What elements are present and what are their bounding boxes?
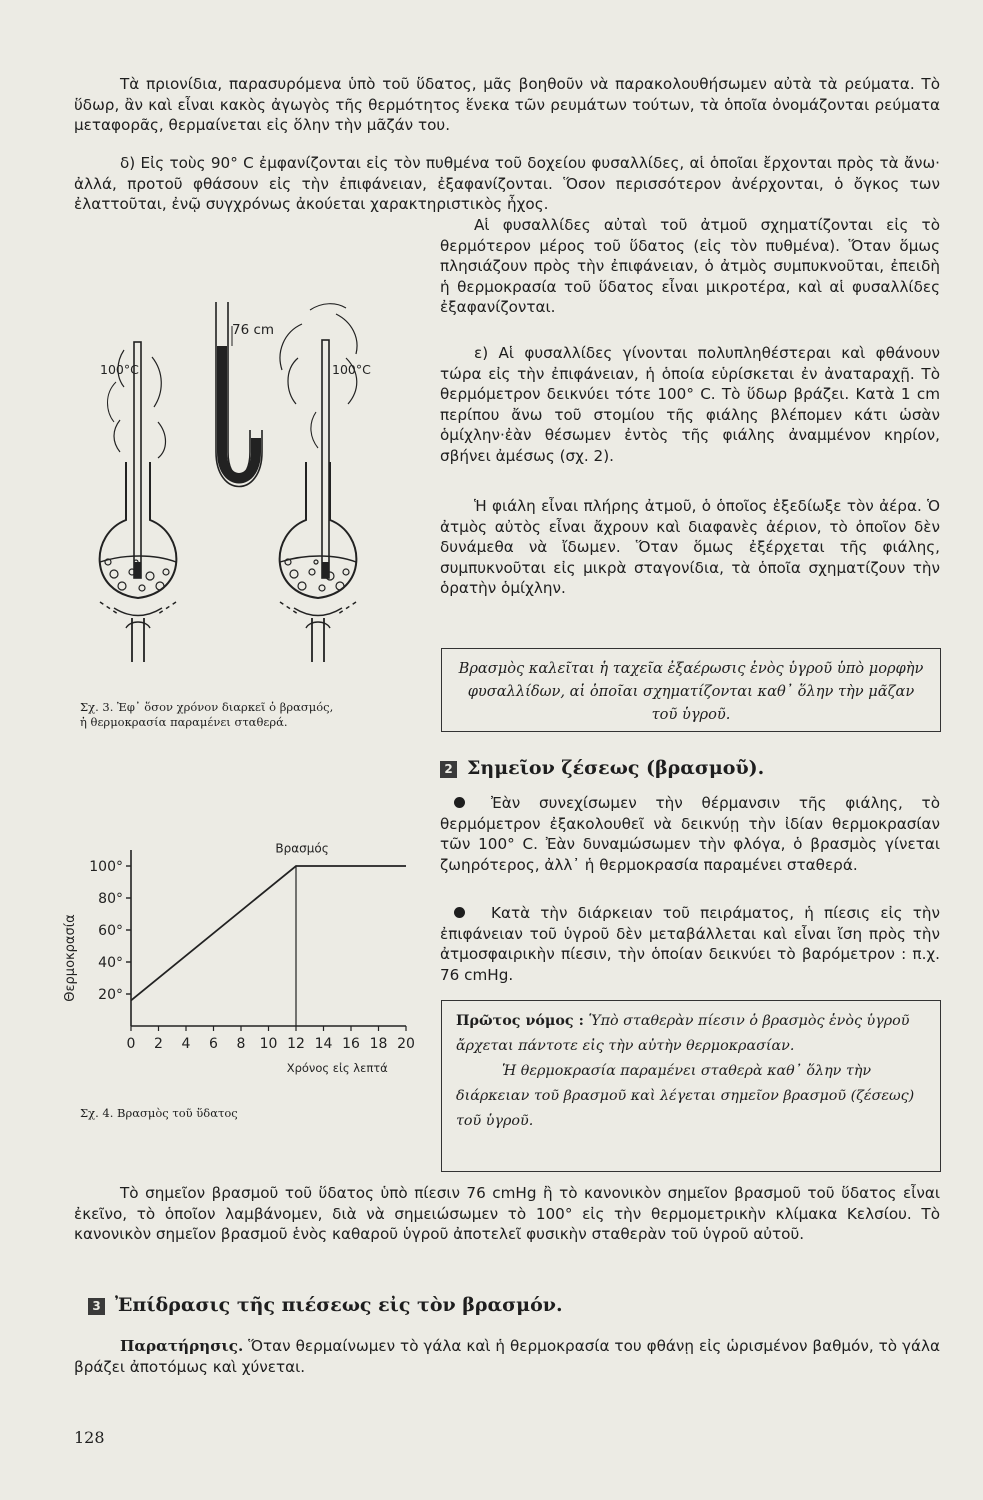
section-number-badge: 3 [88, 1298, 105, 1315]
figure-3-caption-line-1: Σχ. 3. Ἐφ᾽ ὅσον χρόνον διαρκεῖ ὁ βρασμός, [80, 700, 334, 714]
chart-axes [131, 850, 406, 1026]
chart-series [131, 866, 406, 1026]
section-heading-boiling-point [440, 757, 764, 779]
chart-series-line [131, 866, 406, 1000]
chart-y-axis-label: Θερμοκρασία [63, 914, 78, 1002]
label-100c-right: 100°C [332, 362, 371, 377]
definition-text: Βρασμὸς καλεῖται ἡ ταχεῖα ἐξαέρωσις ἑνὸς ὑγροῦ ὑπὸ μορφὴν φυσαλλίδων, αἱ ὁποῖαι σχηματίζονται καθ᾽ ὅλην τὴν μᾶζαν τοῦ ὑγροῦ. [458, 660, 924, 723]
chart-x-tick-label: 2 [154, 1036, 163, 1052]
observation-label: Παρατήρησις. [120, 1337, 244, 1355]
paragraph-epsilon: ε) Αἱ φυσαλλίδες γίνονται πολυπληθέστεραι καὶ φθάνουν τώρα εἰς τὴν ἐπιφάνειαν, ἡ ὁποία εὑρίσκεται ἐν ἀναταραχῇ. Τὸ θερμόμετρον δεικνύει τότε 100° C. Τὸ ὕδωρ βράζει. Κατὰ 1 cm περίπου ἄνω τοῦ στομίου τῆς φιάλης βλέπομεν κάτι ὡσὰν ὁμίχλην·ἐὰν θέσωμεν ἐντὸς τῆς φιάλης ἀναμμένον κηρίον, σβήνει ἀμέσως (σχ. 2). [440, 344, 940, 465]
chart-y-tick-label: 100° [89, 859, 123, 875]
law-text-2: Ἡ θερμοκρασία παραμένει σταθερὰ καθ᾽ ὅλην τὴν διάρκειαν τοῦ βρασμοῦ καὶ λέγεται σημεῖον βρασμοῦ (ζέσεως) τοῦ ὑγροῦ. [456, 1063, 915, 1129]
section-title: Σημεῖον ζέσεως (βρασμοῦ). [467, 757, 765, 779]
label-76cm: 76 cm [232, 322, 275, 338]
chart-x-tick-label: 12 [287, 1036, 305, 1052]
bullet-icon [454, 907, 465, 918]
chart-y-ticks [89, 859, 131, 1003]
paragraph-bubbles: Αἱ φυσαλλίδες αὐταὶ τοῦ ἀτμοῦ σχηματίζονται εἰς τὸ θερμότερον μέρος τοῦ ὕδατος (εἰς τὸν πυθμένα). Ὅταν ὅμως πλησιάζουν πρὸς τὴν ἐπιφάνειαν, ὁ ἀτμὸς συμπυκνοῦται, ἐπειδὴ ἡ θερμοκρασία τοῦ ὕδατος εἶναι μικροτέρα, καὶ αἱ φυσαλλίδες ἐξαφανίζονται. [440, 216, 940, 317]
section-title: Ἐπίδρασις τῆς πιέσεως εἰς τὸν βρασμόν. [115, 1294, 563, 1316]
section-number-badge: 2 [440, 761, 457, 778]
law-title: Πρῶτος νόμος : [456, 1013, 584, 1029]
left-flask [100, 342, 177, 662]
chart-x-tick-label: 10 [259, 1036, 278, 1052]
bullet-paragraph-2 [440, 903, 940, 985]
figure-3-caption [80, 700, 333, 730]
figure-4-caption: Σχ. 4. Βρασμὸς τοῦ ὕδατος [80, 1106, 238, 1120]
paragraph-steam: Ἡ φιάλη εἶναι πλήρης ἀτμοῦ, ὁ ὁποῖος ἐξεδίωξε τὸν ἀέρα. Ὁ ἀτμὸς αὐτὸς εἶναι ἄχρουν καὶ διαφανὲς ἀέριον, τὸ ὁποῖον δὲν δυνάμεθα νὰ ἴδωμεν. Ὅταν ὅμως ἐξέρχεται τῆς φιάλης, συμπυκνοῦται εἰς μικρὰ σταγονίδια, τὰ ὁποῖα σχηματίζουν τὴν ὁρατὴν ὁμίχλην. [440, 497, 940, 598]
law-box [441, 1000, 941, 1172]
law-text-1: Ὑπὸ σταθερὰν πίεσιν ὁ βρασμὸς ἑνὸς ὑγροῦ ἄρχεται πάντοτε εἰς τὴν αὐτὴν θερμοκρασίαν. [456, 1013, 910, 1054]
paragraph-observation [74, 1336, 940, 1377]
paragraph-normal-boiling-point: Τὸ σημεῖον βρασμοῦ τοῦ ὕδατος ὑπὸ πίεσιν 76 cmHg ἢ τὸ κανονικὸν σημεῖον βρασμοῦ τοῦ ὕδατος εἶναι ἐκεῖνο, τὸ ὁποῖον λαμβάνομεν, διὰ νὰ σημειώσωμεν τὸ 100° εἰς τὴν θερμομετρικὴν κλίμακα Κελσίου. Τὸ κανονικὸν σημεῖον βρασμοῦ ἑνὸς καθαροῦ ὑγροῦ ἀποτελεῖ φυσικὴν σταθερὰν τοῦ ὑγροῦ αὐτοῦ. [74, 1184, 940, 1244]
paragraph-delta: δ) Εἰς τοὺς 90° C ἐμφανίζονται εἰς τὸν πυθμένα τοῦ δοχείου φυσαλλίδες, αἱ ὁποῖαι ἔρχονται πρὸς τὰ ἄνω· ἀλλά, προτοῦ φθάσουν εἰς τὴν ἐπιφάνειαν, ἐξαφανίζονται. Ὅσον περισσότερον ἀνέρχονται, ὁ ὄγκος των ἐλαττοῦται, ἐνῷ συγχρόνως ἀκούεται χαρακτηριστικὸς ἦχος. [74, 154, 940, 214]
chart-y-tick-label: 20° [98, 987, 123, 1003]
page-number: 128 [74, 1428, 105, 1447]
right-flask [280, 304, 357, 662]
paragraph-convection: Τὰ πριονίδια, παρασυρόμενα ὑπὸ τοῦ ὕδατος, μᾶς βοηθοῦν νὰ παρακολουθήσωμεν αὐτὰ τὰ ρεύματα. Τὸ ὕδωρ, ἂν καὶ εἶναι κακὸς ἀγωγὸς τῆς θερμότητος ἕνεκα τῶν ρευμάτων τούτων, τὰ ὁποῖα ὀνομάζονται ρεύματα μεταφορᾶς, θερμαίνεται εἰς ὅλην τὴν μᾶζάν του. [74, 75, 940, 135]
chart-y-tick-label: 60° [98, 923, 123, 939]
chart-y-tick-label: 80° [98, 891, 123, 907]
label-100c-left: 100°C [100, 362, 139, 377]
chart-x-tick-label: 8 [236, 1036, 246, 1052]
figure-3-illustration [70, 262, 440, 682]
figure-4-chart [56, 830, 436, 1130]
section-heading-pressure-effect [88, 1294, 563, 1316]
bullet-text-2: Κατὰ τὴν διάρκειαν τοῦ πειράματος, ἡ πίεσις εἰς τὴν ἐπιφάνειαν τοῦ ὑγροῦ δὲν μεταβάλλεται καὶ εἶναι ἴση πρὸς τὴν ἀτμοσφαιρικὴν πίεσιν, τὴν ὁποίαν δεικνύει τὸ βαρόμετρον : π.χ. 76 cmHg. [440, 904, 940, 984]
chart-x-axis-label: Χρόνος εἰς λεπτά [286, 1061, 388, 1075]
chart-x-tick-label: 14 [314, 1036, 333, 1052]
chart-x-tick-label: 6 [209, 1036, 218, 1052]
chart-x-tick-label: 0 [126, 1036, 136, 1052]
chart-x-tick-label: 18 [369, 1036, 388, 1052]
bullet-text-1: Ἐὰν συνεχίσωμεν τὴν θέρμανσιν τῆς φιάλης, τὸ θερμόμετρον ἐξακολουθεῖ νὰ δεικνύῃ τὴν ἰδίαν θερμοκρασίαν τῶν 100° C. Ἐὰν δυναμώσωμεν τὴν φλόγα, ὁ βρασμὸς γίνεται ζωηρότερος, ἀλλ᾽ ἡ θερμοκρασία παραμένει σταθερά. [440, 794, 940, 874]
chart-y-tick-label: 40° [98, 955, 123, 971]
chart-annotation-boiling: Βρασμός [275, 841, 329, 856]
observation-text: Ὅταν θερμαίνωμεν τὸ γάλα καὶ ἡ θερμοκρασία του φθάνῃ εἰς ὡρισμένον βαθμόν, τὸ γάλα βράζει ἀποτόμως καὶ χύνεται. [74, 1337, 940, 1376]
chart-x-ticks [127, 1026, 415, 1052]
figure-3-caption-line-2: ἡ θερμοκρασία παραμένει σταθερά. [80, 715, 288, 729]
bullet-paragraph-1 [440, 793, 940, 875]
chart-x-tick-label: 20 [397, 1036, 415, 1052]
bullet-icon [454, 797, 465, 808]
chart-x-tick-label: 4 [181, 1036, 191, 1052]
chart-x-tick-label: 16 [342, 1036, 360, 1052]
definition-box [441, 648, 941, 732]
